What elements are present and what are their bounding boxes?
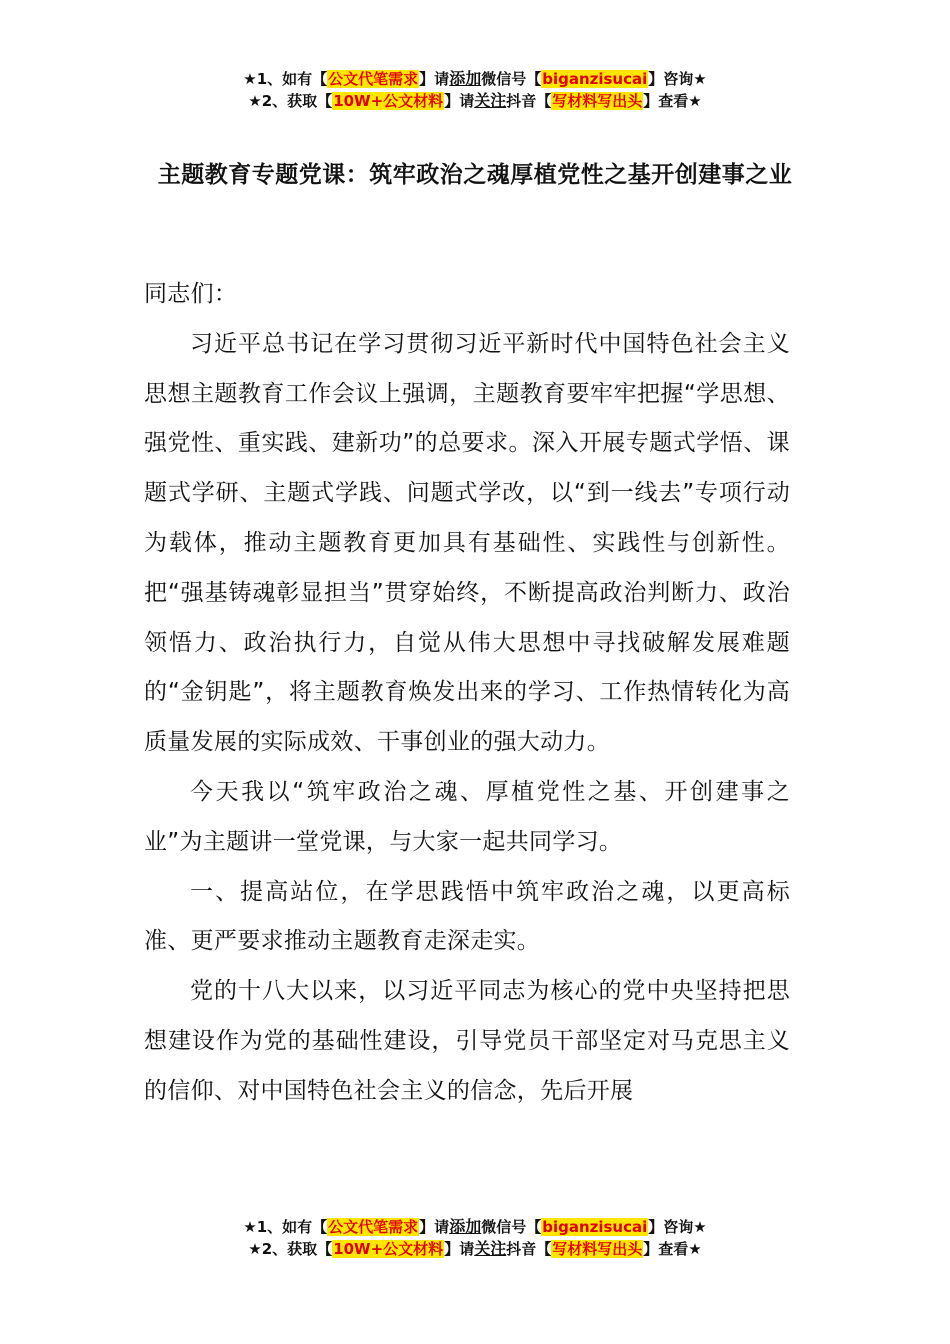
section-heading: 一、提高站位，在学思践悟中筑牢政治之魂，以更高标准、更严要求推动主题教育走深走实。 [144, 878, 790, 955]
promo-highlight: 公文代笔需求 [328, 1218, 419, 1236]
promo-highlight: 公文代笔需求 [328, 70, 419, 88]
paragraph: 党的十八大以来，以习近平同志为核心的党中央坚持把思想建设作为党的基础性建设，引导党员干部坚定对马克思主义的信仰、对中国特色社会主义的信念，先后开展 [144, 978, 790, 1104]
header-promo-banner [0, 68, 950, 112]
promo-emphasis: 关注 [474, 91, 507, 110]
promo-emphasis: 添加 [449, 69, 482, 88]
wechat-id: biganzisucai [542, 70, 648, 88]
douyin-account: 写材料写出头 [552, 92, 643, 110]
document-title: 主题教育专题党课：筑牢政治之魂厚植党性之基开创建事之业 [157, 162, 793, 188]
footer-promo-banner [0, 1216, 950, 1260]
salutation: 同志们： [144, 281, 238, 307]
promo-highlight: 10W+公文材料 [333, 92, 444, 110]
wechat-id: biganzisucai [542, 1218, 648, 1236]
douyin-account: 写材料写出头 [552, 1240, 643, 1258]
promo-line-1: ★1、如有【公文代笔需求】请添加微信号【biganzisucai】咨询★ [243, 69, 707, 88]
promo-emphasis: 关注 [474, 1239, 507, 1258]
paragraph: 今天我以“筑牢政治之魂、厚植党性之基、开创建事之业”为主题讲一堂党课，与大家一起共同学习。 [144, 778, 790, 855]
paragraph: 习近平总书记在学习贯彻习近平新时代中国特色社会主义思想主题教育工作会议上强调，主题教育要牢牢把握“学思想、强党性、重实践、建新功”的总要求。深入开展专题式学悟、课题式学研、主题式学践、问题式学改，以“到一线去”专项行动为载体，推动主题教育更加具有基础性、实践性与创新性。把“强基铸魂彰显担当”贯穿始终，不断提高政治判断力、政治领悟力、政治执行力，自觉从伟大思想中寻找破解发展难题的“金钥匙”，将主题教育焕发出来的学习、工作热情转化为高质量发展的实际成效、干事创业的强大动力。 [144, 330, 790, 756]
promo-emphasis: 添加 [449, 1217, 482, 1236]
promo-line-2: ★2、获取【10W+公文材料】请关注抖音【写材料写出头】查看★ [248, 1239, 702, 1258]
promo-line-2: ★2、获取【10W+公文材料】请关注抖音【写材料写出头】查看★ [248, 91, 702, 110]
promo-highlight: 10W+公文材料 [333, 1240, 444, 1258]
document-body [144, 270, 790, 1117]
promo-line-1: ★1、如有【公文代笔需求】请添加微信号【biganzisucai】咨询★ [243, 1217, 707, 1236]
